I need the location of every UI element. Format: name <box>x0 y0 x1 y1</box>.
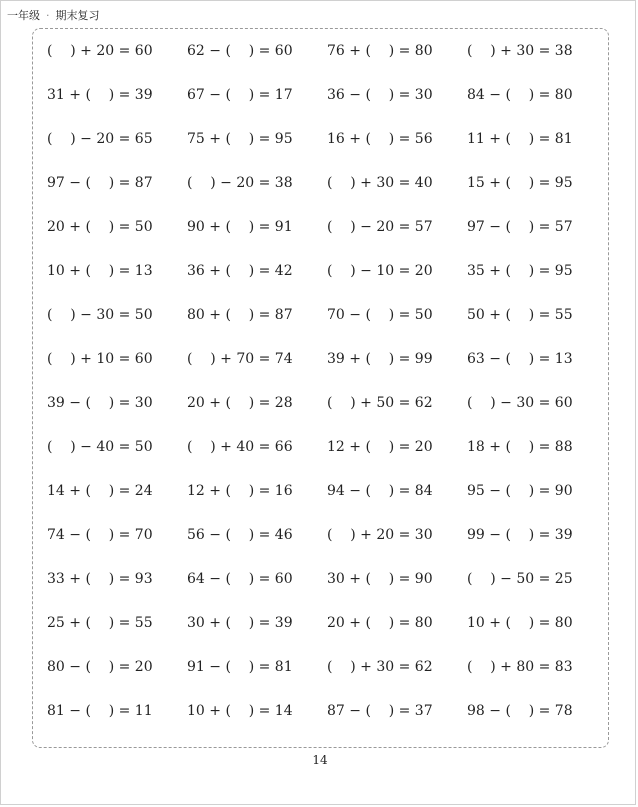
problem-item: 11 + ( ) = 81 <box>467 131 573 147</box>
problem-item: ( ) − 50 = 25 <box>467 571 573 587</box>
problem-row <box>47 689 607 733</box>
problem-item: 75 + ( ) = 95 <box>187 131 293 147</box>
problem-item: ( ) − 20 = 57 <box>327 219 433 235</box>
problem-item: ( ) − 30 = 60 <box>467 395 573 411</box>
problem-row <box>47 161 607 205</box>
problem-item: ( ) + 40 = 66 <box>187 439 293 455</box>
problem-row <box>47 425 607 469</box>
problem-item: 20 + ( ) = 80 <box>327 615 433 631</box>
problem-item: 39 + ( ) = 99 <box>327 351 433 367</box>
problem-item: ( ) + 10 = 60 <box>47 351 153 367</box>
problem-row <box>47 29 607 73</box>
problem-item: 36 + ( ) = 42 <box>187 263 293 279</box>
problem-item: 36 − ( ) = 30 <box>327 87 433 103</box>
problem-item: ( ) + 30 = 40 <box>327 175 433 191</box>
problem-item: 67 − ( ) = 17 <box>187 87 293 103</box>
problem-item: ( ) + 50 = 62 <box>327 395 433 411</box>
grade-label: 一年级 <box>7 9 40 22</box>
problem-item: ( ) − 20 = 65 <box>47 131 153 147</box>
problem-row <box>47 205 607 249</box>
problem-row <box>47 249 607 293</box>
problem-item: 63 − ( ) = 13 <box>467 351 573 367</box>
problem-item: 64 − ( ) = 60 <box>187 571 293 587</box>
problem-item: 31 + ( ) = 39 <box>47 87 153 103</box>
problem-row <box>47 513 607 557</box>
problem-item: ( ) + 70 = 74 <box>187 351 293 367</box>
problem-item: 20 + ( ) = 50 <box>47 219 153 235</box>
problem-item: 91 − ( ) = 81 <box>187 659 293 675</box>
problem-item: 90 + ( ) = 91 <box>187 219 293 235</box>
problem-item: 30 + ( ) = 39 <box>187 615 293 631</box>
problem-item: 56 − ( ) = 46 <box>187 527 293 543</box>
problem-item: ( ) + 30 = 62 <box>327 659 433 675</box>
problem-item: 20 + ( ) = 28 <box>187 395 293 411</box>
problem-item: 76 + ( ) = 80 <box>327 43 433 59</box>
problem-item: 94 − ( ) = 84 <box>327 483 433 499</box>
problem-row <box>47 469 607 513</box>
problem-item: 12 + ( ) = 16 <box>187 483 293 499</box>
problem-row <box>47 293 607 337</box>
problem-item: 87 − ( ) = 37 <box>327 703 433 719</box>
problem-item: 97 − ( ) = 87 <box>47 175 153 191</box>
problem-row <box>47 601 607 645</box>
problem-item: 15 + ( ) = 95 <box>467 175 573 191</box>
problem-item: 35 + ( ) = 95 <box>467 263 573 279</box>
problem-item: 10 + ( ) = 80 <box>467 615 573 631</box>
problem-item: 62 − ( ) = 60 <box>187 43 293 59</box>
problem-item: 70 − ( ) = 50 <box>327 307 433 323</box>
problem-item: ( ) − 10 = 20 <box>327 263 433 279</box>
problem-item: ( ) − 30 = 50 <box>47 307 153 323</box>
problem-item: 99 − ( ) = 39 <box>467 527 573 543</box>
problem-row <box>47 117 607 161</box>
problem-item: ( ) + 80 = 83 <box>467 659 573 675</box>
problem-item: ( ) + 20 = 30 <box>327 527 433 543</box>
problem-item: 18 + ( ) = 88 <box>467 439 573 455</box>
problem-row <box>47 381 607 425</box>
problem-item: 30 + ( ) = 90 <box>327 571 433 587</box>
problem-item: 97 − ( ) = 57 <box>467 219 573 235</box>
problem-item: 12 + ( ) = 20 <box>327 439 433 455</box>
problem-row <box>47 557 607 601</box>
problem-item: ( ) + 30 = 38 <box>467 43 573 59</box>
problem-item: ( ) − 40 = 50 <box>47 439 153 455</box>
section-label: 期末复习 <box>55 9 100 22</box>
problem-item: 16 + ( ) = 56 <box>327 131 433 147</box>
problems-grid <box>47 29 607 733</box>
problem-item: 98 − ( ) = 78 <box>467 703 573 719</box>
problem-item: 10 + ( ) = 14 <box>187 703 293 719</box>
page-header <box>7 7 100 23</box>
problem-row <box>47 645 607 689</box>
problem-item: ( ) − 20 = 38 <box>187 175 293 191</box>
page-number: 14 <box>312 753 328 767</box>
problem-row <box>47 73 607 117</box>
problem-item: 81 − ( ) = 11 <box>47 703 153 719</box>
problem-item: 84 − ( ) = 80 <box>467 87 573 103</box>
problem-row <box>47 337 607 381</box>
problem-item: ( ) + 20 = 60 <box>47 43 153 59</box>
problem-item: 80 + ( ) = 87 <box>187 307 293 323</box>
problem-item: 33 + ( ) = 93 <box>47 571 153 587</box>
problem-item: 39 − ( ) = 30 <box>47 395 153 411</box>
problem-item: 80 − ( ) = 20 <box>47 659 153 675</box>
problem-item: 10 + ( ) = 13 <box>47 263 153 279</box>
problem-item: 74 − ( ) = 70 <box>47 527 153 543</box>
problem-item: 14 + ( ) = 24 <box>47 483 153 499</box>
problem-item: 50 + ( ) = 55 <box>467 307 573 323</box>
problem-item: 95 − ( ) = 90 <box>467 483 573 499</box>
header-separator: · <box>46 8 50 22</box>
problem-item: 25 + ( ) = 55 <box>47 615 153 631</box>
